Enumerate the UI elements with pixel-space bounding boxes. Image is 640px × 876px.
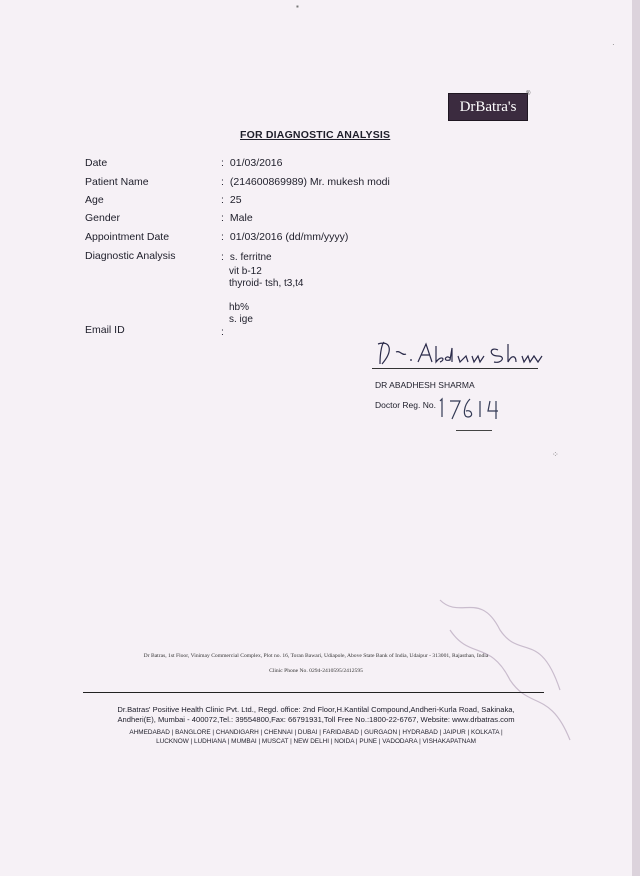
diagnostic-item: thyroid- tsh, t3,t4 <box>229 277 304 289</box>
branch-cities-line-2: LUCKNOW | LUDHIANA | MUMBAI | MUSCAT | NEW DELHI | NOIDA | PUNE | VADODARA | VISHAKAPATNAM <box>156 738 476 745</box>
diagnostic-item: vit b-12 <box>229 266 262 277</box>
clinic-phone: Clinic Phone No. 0294-2410595/2412595 <box>269 668 363 674</box>
diagnostic-list <box>229 252 303 325</box>
field-value-age: : 25 <box>221 194 242 206</box>
field-label-email: Email ID <box>85 324 125 336</box>
paper-speck: ⁘ <box>552 450 559 459</box>
registered-mark: ® <box>526 91 531 97</box>
field-label-date: Date <box>85 157 108 169</box>
field-value-diagnostic-analysis: : s. ferritne <box>221 251 272 263</box>
field-value-date: : 01/03/2016 <box>221 157 283 169</box>
clinic-address: Dr Batras, 1st Floor, Vinimay Commercial Complex, Plot no. 16, Toran Bawari, Udiapole, Above State Bank of India, Udaipur - 313001, Rajasthan, India <box>143 653 489 659</box>
page-title: FOR DIAGNOSTIC ANALYSIS <box>240 129 391 141</box>
field-value-appointment-date: : 01/03/2016 (dd/mm/yyyy) <box>221 231 349 243</box>
diagnostic-item: s. ige <box>229 313 253 325</box>
field-label-appointment-date: Appointment Date <box>85 231 170 243</box>
footer-company-line-1: Dr.Batras' Positive Health Clinic Pvt. Ltd., Regd. office: 2nd Floor,H.Kantilal Compound,Andheri-Kurla Road, Sakinaka, <box>117 705 515 714</box>
reg-underline <box>456 430 492 431</box>
field-value-gender: : Male <box>221 212 253 224</box>
field-label-patient-name: Patient Name <box>85 176 149 188</box>
field-label-gender: Gender <box>85 212 121 224</box>
paper-speck: · <box>612 40 615 49</box>
diagnostic-item: hb% <box>229 302 250 313</box>
page-edge <box>632 0 640 876</box>
doctor-reg-label: Doctor Reg. No. <box>375 400 436 410</box>
brand-logo: DrBatra's <box>448 93 528 121</box>
branch-cities-line-1: AHMEDABAD | BANGLORE | CHANDIGARH | CHENNAI | DUBAI | FARIDABAD | GURGAON | HYDRABAD | JAIPUR | KOLKATA | <box>129 729 503 736</box>
doctor-reg-number-handwritten <box>436 395 506 421</box>
field-label-diagnostic-analysis: Diagnostic Analysis <box>85 250 176 262</box>
doctor-name: DR ABADHESH SHARMA <box>375 380 475 390</box>
doctor-signature <box>372 338 572 368</box>
field-value-patient-name: : (214600869989) Mr. mukesh modi <box>221 176 390 188</box>
paper-speck: ▪ <box>296 2 299 11</box>
footer-company-line-2: Andheri(E), Mumbai - 400072,Tel.: 39554800,Fax: 66791931,Toll Free No.:1800-22-6767, Website: www.drbatras.com <box>117 715 515 724</box>
field-label-age: Age <box>85 194 104 206</box>
signature-line <box>372 368 538 369</box>
footer-divider <box>83 692 544 693</box>
field-value-email: : <box>221 326 224 338</box>
